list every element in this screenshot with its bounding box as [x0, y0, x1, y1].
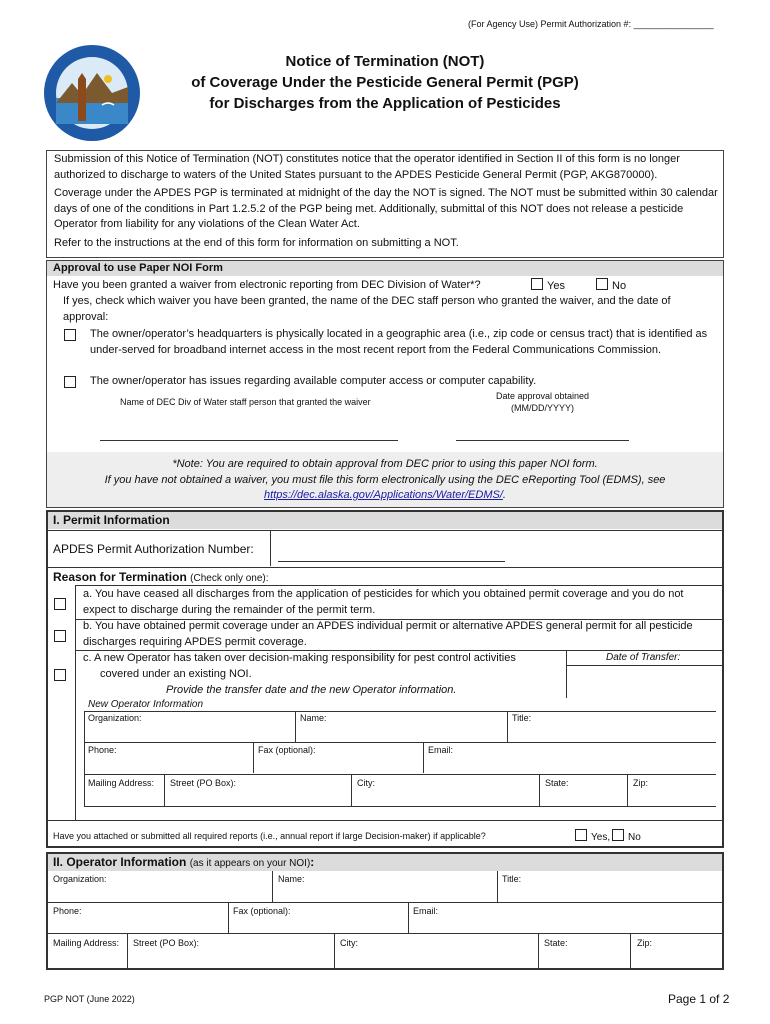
- section-2-hint: (as it appears on your NOI): [189, 858, 311, 869]
- new-op-street-label: Street (PO Box):: [170, 778, 237, 788]
- reason-b-checkbox[interactable]: [54, 630, 66, 642]
- permit-number-label: APDES Permit Authorization Number:: [53, 542, 254, 556]
- waiver-no-option[interactable]: No: [596, 278, 626, 295]
- reports-yes-checkbox[interactable]: [575, 829, 587, 841]
- reason-hint: (Check only one):: [190, 573, 269, 584]
- op-organization-label: Organization:: [53, 874, 107, 884]
- new-op-email-label: Email:: [428, 745, 454, 755]
- waiver-question: Have you been granted a waiver from electronic reporting from DEC Division of Water*?: [53, 279, 481, 291]
- new-op-zip-label: Zip:: [633, 778, 649, 788]
- reason-c-line-2: covered under an existing NOI.: [100, 668, 252, 680]
- op-zip-label: Zip:: [637, 938, 653, 948]
- op-street-label: Street (PO Box):: [133, 938, 200, 948]
- date-approval-field[interactable]: [456, 440, 629, 441]
- reason-c-note: Provide the transfer date and the new Operator information.: [166, 684, 457, 696]
- reports-no-option[interactable]: No: [612, 829, 641, 843]
- op-email-label: Email:: [413, 906, 439, 916]
- op-city-label: City:: [340, 938, 358, 948]
- intro-paragraph-1: Submission of this Notice of Termination (NOT) constitutes notice that the operator identified in Section II of this form is no longer authorized to discharge to waters of the United States pursuant to the APDES Pesticide General Permit (PGP, AKG870000).: [54, 153, 680, 181]
- waiver-yes-checkbox[interactable]: [531, 278, 543, 290]
- op-mailing-label: Mailing Address:: [53, 938, 120, 948]
- note-line-1: *Note: You are required to obtain approval from DEC prior to using this paper NOI form.: [172, 458, 598, 470]
- page-number: Page 1 of 2: [668, 992, 730, 1006]
- reports-no-checkbox[interactable]: [612, 829, 624, 841]
- title-line-2: of Coverage Under the Pesticide General Permit (PGP): [191, 74, 579, 91]
- staff-name-field[interactable]: [100, 440, 398, 441]
- waiver-option-2-checkbox[interactable]: [64, 376, 76, 388]
- op-state-label: State:: [544, 938, 568, 948]
- reason-label: Reason for Termination: [53, 570, 187, 584]
- title-line-1: Notice of Termination (NOT): [285, 53, 485, 70]
- new-op-name-label: Name:: [300, 713, 327, 723]
- section-1-header: I. Permit Information: [53, 513, 170, 527]
- new-operator-label: New Operator Information: [88, 699, 204, 710]
- edms-link[interactable]: https://dec.alaska.gov/Applications/Water/EDMS/: [264, 489, 503, 501]
- op-title-label: Title:: [502, 874, 522, 884]
- staff-name-label: Name of DEC Div of Water staff person that granted the waiver: [120, 397, 371, 407]
- reason-a-text: a. You have ceased all discharges from the application of pesticides for which you obtained permit coverage and you do not expect to discharge during the remainder of the permit term.: [83, 588, 684, 616]
- reason-b-text: b. You have obtained permit coverage under an APDES individual permit or alternative APDES general permit for all pesticide discharges requiring APDES permit coverage.: [83, 620, 693, 648]
- intro-paragraph-3: Refer to the instructions at the end of this form for information on submitting a NOT.: [54, 236, 459, 249]
- waiver-instructions: If yes, check which waiver you have been granted, the name of the DEC staff person who granted the waiver, and the date of approval:: [63, 295, 671, 323]
- reason-c-checkbox[interactable]: [54, 669, 66, 681]
- new-op-title-label: Title:: [512, 713, 532, 723]
- waiver-option-1-text: The owner/operator’s headquarters is physically located in a geographic area (i.e., zip code or census tract) that is identified as under-served for broadband internet access in the most recent report from the Federal Communications Commission.: [90, 328, 708, 356]
- new-op-phone-label: Phone:: [88, 745, 117, 755]
- new-op-state-label: State:: [545, 778, 569, 788]
- approval-header: Approval to use Paper NOI Form: [53, 262, 223, 274]
- op-name-label: Name:: [278, 874, 305, 884]
- intro-paragraph-2: Coverage under the APDES PGP is terminated at midnight of the day the NOT is signed. The NOT must be submitted within 30 calendar days of one of the conditions in Part 1.2.5.2 of the PGP being met. Additionally, submittal of this NOT does not release a pesticide Operator from liability for any violations of the Clean Water Act.: [54, 187, 718, 230]
- waiver-no-checkbox[interactable]: [596, 278, 608, 290]
- op-phone-label: Phone:: [53, 906, 82, 916]
- date-format-label: (MM/DD/YYYY): [511, 403, 574, 413]
- waiver-yes-option[interactable]: Yes: [531, 278, 565, 295]
- waiver-option-2-text: The owner/operator has issues regarding available computer access or computer capability.: [90, 375, 537, 387]
- date-of-transfer-field[interactable]: [570, 667, 718, 695]
- op-fax-label: Fax (optional):: [233, 906, 291, 916]
- reason-a-checkbox[interactable]: [54, 598, 66, 610]
- note-line-2: If you have not obtained a waiver, you must file this form electronically using the DEC eReporting Tool (EDMS), see: [104, 473, 666, 486]
- reports-question: Have you attached or submitted all required reports (i.e., annual report if large Decision-maker) if applicable?: [53, 831, 486, 841]
- waiver-option-1-checkbox[interactable]: [64, 329, 76, 341]
- permit-number-field[interactable]: [278, 561, 505, 562]
- reports-yes-option[interactable]: Yes,: [575, 829, 610, 843]
- reason-c-line-1: c. A new Operator has taken over decision-making responsibility for pest control activities: [83, 652, 516, 664]
- new-op-fax-label: Fax (optional):: [258, 745, 316, 755]
- date-approval-label: Date approval obtained: [495, 391, 590, 401]
- new-op-mailing-label: Mailing Address:: [88, 778, 155, 788]
- section-2-header: II. Operator Information: [53, 855, 187, 869]
- new-op-organization-label: Organization:: [88, 713, 142, 723]
- date-of-transfer-label: Date of Transfer:: [606, 652, 681, 663]
- state-seal-logo: [42, 43, 142, 143]
- new-op-city-label: City:: [357, 778, 375, 788]
- form-id: PGP NOT (June 2022): [44, 994, 135, 1004]
- agency-use-label: (For Agency Use) Permit Authorization #: ________________: [468, 19, 714, 29]
- title-line-3: for Discharges from the Application of Pesticides: [209, 95, 561, 112]
